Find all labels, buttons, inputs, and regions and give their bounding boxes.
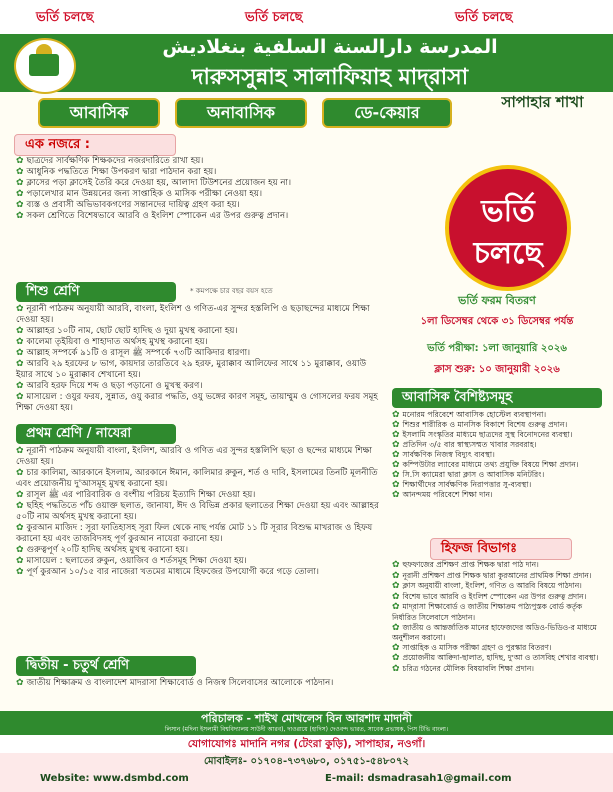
email-link[interactable]: E-mail: dsmadrasah1@gmail.com — [325, 773, 512, 784]
bullet-icon: ✿ — [392, 480, 400, 490]
form-label: ভর্তি ফরম বিতরণ — [458, 294, 536, 307]
bullet-icon: ✿ — [16, 567, 24, 577]
badge-line1: ভর্তি — [481, 194, 535, 229]
bullet-icon: ✿ — [16, 167, 24, 177]
list-item: ✿ বিশেষ ভাবে আরবি ও ইংলিশ স্পোকেন এর উপর গুরুত্ব প্রদান। — [392, 591, 587, 602]
program-non-residential: অনাবাসিক — [175, 98, 307, 128]
bullet-icon: ✿ — [392, 653, 400, 664]
section-title-residential: আবাসিক বৈশিষ্ট্যসমূহ — [392, 388, 602, 408]
list-item: ✿ ছাত্রদের সার্বক্ষণিক শিক্ষকদের নজরদারিতে রাখা হয়। — [16, 156, 204, 166]
bullet-icon: ✿ — [392, 581, 400, 592]
list-item: ✿ মাসায়েল : ছলাতের রুকুন, ওয়াজিব ও শর্তসমূহ শিক্ষা দেওয়া হয়। — [16, 556, 247, 566]
admission-ongoing-text: ভর্তি চলছে — [245, 10, 303, 25]
bullet-icon: ✿ — [392, 430, 400, 440]
bullet-icon: ✿ — [16, 156, 24, 166]
list-item: ✿ নূরানী প্রশিক্ষণ প্রাপ্ত শিক্ষক দ্বারা কুরআনের প্রাথমিক শিক্ষা প্রদান। — [392, 570, 592, 581]
bangla-title: দারুসসুন্নাহ সালাফিয়াহ মাদ্‌রাসা — [191, 65, 469, 90]
list-item: ✿ শিশুর শারীরিক ও মানসিক বিকাশে বিশেষ গুরুত্ব প্রদান। — [392, 420, 568, 430]
program-day-care: ডে-কেয়ার — [322, 98, 452, 128]
list-item: ✿ ব্যস্ত ও প্রবাসী অভিভাবকগণের সন্তানদের দায়িত্ব গ্রহণ করা হয়। — [16, 200, 240, 210]
list-item: ✿ চার কালিমা, আরকানে ইসলাম, আরকানে ঈমান, কালিমার রুকুন, শর্ত ও দাবি, ইসলামের তিনটি মূলনীতি এবং প্রয়োজনীয় দু'আসমূহ মুখস্থ করানো হয়। — [16, 468, 378, 489]
list-item: ✿ সি.সি ক্যামেরা দ্বারা ক্লাস ও আবাসিক মনিটরিং। — [392, 470, 545, 480]
contact-address — [0, 735, 613, 753]
list-item: ✿ কম্পিউটার ল্যাবের মাধ্যমে তথ্য প্রযুক্তি বিষয়ে শিক্ষা প্রদান। — [392, 460, 579, 470]
admission-info — [392, 292, 602, 384]
program-residential: আবাসিক — [38, 98, 160, 128]
list-item: ✿ পূর্ণ কুরআন ১০/১৫ বার নাজেরা খতমের মাধ্যমে হিফজের উপযোগী করে গড়ে তোলা। — [16, 567, 320, 577]
list-item: ✿ সকল শ্রেণিতে বিশেষভাবে আরবি ও ইংলিশ স্পোকেন এর উপর গুরুত্ব প্রদান। — [16, 211, 289, 221]
list-item: ✿ মনোরম পরিবেশে আবাসিক হোস্টেল ব্যবস্থাপনা। — [392, 410, 547, 420]
list-item: ✿ প্রয়োজনীয় আক্বিদা-ছালাত, হাদিছ, দু'আ ও তাসবিহ শেখার ব্যবস্থা। — [392, 653, 599, 664]
badge-line2: চলছে — [473, 236, 543, 271]
madrasa-logo — [14, 38, 76, 94]
list-item: ✿ হুফফাজের প্রশিক্ষণ প্রাপ্ত শিক্ষক দ্বারা পাঠ দান। — [392, 560, 539, 570]
list-item: ✿ আনন্দময় পরিবেশে শিক্ষা দান। — [392, 490, 493, 500]
director-name: পরিচালক - শাইখ মোখলেস বিন আরশাদ মাদানী — [201, 712, 412, 725]
bullet-icon: ✿ — [16, 446, 24, 456]
list-item: ✿ ক্লাসের পড়া ক্লাসেই তৈরি করে দেওয়া হয়, আলাদা টিউশনের প্রয়োজন হয় না। — [16, 178, 292, 188]
book-icon — [29, 54, 59, 76]
list-item: ✿ কালেমা তৃইয়িবা ও শাহাদাত অর্থসহ মুখস্থ করানো হয়। — [16, 337, 208, 347]
bullet-icon: ✿ — [392, 591, 400, 602]
bullet-icon: ✿ — [16, 381, 24, 391]
list-item: ✿ পড়ালেখার মান উন্নয়নের জন্য সাপ্তাহিক ও মাসিক পরীক্ষা নেওয়া হয়। — [16, 189, 263, 199]
bullet-icon: ✿ — [16, 678, 24, 688]
form-dates: ১লা ডিসেম্বর থেকে ৩১ ডিসেম্বর পর্যন্ত — [420, 316, 574, 327]
bullet-icon: ✿ — [392, 642, 400, 653]
list-item: ✿ সার্বক্ষণিক নিজস্ব বিদ্যুৎ ব্যবস্থা। — [392, 450, 495, 460]
bullet-icon: ✿ — [392, 420, 400, 430]
list-item: ✿ জাতীয় শিক্ষাক্রম ও বাংলাদেশ মাদরাসা শিক্ষাবোর্ড ও নিজস্ব সিলেবাসের আলোকে পাঠদান। — [16, 678, 334, 688]
list-item: ✿ গুরুত্বপূর্ণ ২০টি হাদিছ অর্থসহ মুখস্থ করানো হয়। — [16, 545, 189, 555]
bullet-icon: ✿ — [392, 570, 400, 581]
bullet-icon: ✿ — [16, 178, 24, 188]
section-title-shishu: শিশু শ্রেণি — [16, 282, 176, 302]
bullet-icon: ✿ — [392, 560, 400, 570]
section-title-glance: এক নজরে : — [14, 134, 176, 156]
list-item: ✿ আল্লাহ সম্পর্কে ৯১টি ও রাসূল ﷺ সম্পর্কে ৭৩টি আকিদার ধারণা। — [16, 348, 251, 358]
residential-list — [392, 410, 607, 500]
list-item: ✿ রাসূল ﷺ এর পারিবারিক ও বংশীয় পরিচয় ইত্যাদি শিক্ষা দেওয়া হয়। — [16, 490, 256, 500]
arabic-title: المدرسة دارالسنة السلفية بنغلاديش — [162, 36, 498, 58]
list-item: ✿ আল্লাহর ১০টি নাম, ছোট ছোট হাদিছ ও দুয়া মুখস্থ করানো হয়। — [16, 326, 238, 336]
list-item: ✿ নূরানী পাঠক্রম অনুযায়ী আরবি, বাংলা, ইংলিশ ও গণিত-এর সুন্দর হস্তলিপি ও ছড়াছন্দের মাধ্যমে শিক্ষা দেওয়া হয়। — [16, 304, 370, 325]
list-item: ✿ আরবি হরফ দিয়ে শব্দ ও ছড়া পড়ানো ও মুখস্থ করণ। — [16, 381, 203, 391]
bullet-icon: ✿ — [392, 663, 400, 674]
admission-ongoing-text: ভর্তি চলছে — [36, 10, 94, 25]
bullet-icon: ✿ — [16, 556, 24, 566]
glance-list — [16, 156, 376, 222]
list-item: ✿ মাদ্‌রাসা শিক্ষাবোর্ড ও জাতীয় শিক্ষাক্রম পাঠ্যপুস্তক বোর্ড কর্তৃক নির্ধারিত সিলেবাসে পাঠদান। — [392, 602, 583, 622]
list-item: ✿ চরিত্র গঠনের মৌলিক বিষয়াবলি শিক্ষা প্রদান। — [392, 663, 534, 674]
bullet-icon: ✿ — [392, 410, 400, 420]
admission-badge — [445, 165, 571, 291]
website-link[interactable]: Website: www.dsmbd.com — [40, 773, 189, 784]
list-item: ✿ শিক্ষার্থীদের সার্বক্ষণিক নিরাপত্তার সু-ব্যবস্থা। — [392, 480, 532, 490]
bullet-icon: ✿ — [16, 468, 24, 478]
list-item: ✿ আরবি ২৯ হরফের ৮ ভাগ, কায়দার তারতিবে ২৯ হরফ, মুরাক্কাব আলিফের সাথে ১১ মুরাক্কাব, ওয়াউ ইয়ার সাথে ১০ মুরাক্কাব শেখানো হয়। — [16, 359, 367, 380]
bullet-icon: ✿ — [392, 460, 400, 470]
bullet-icon: ✿ — [392, 450, 400, 460]
bullet-icon: ✿ — [16, 189, 24, 199]
bullet-icon: ✿ — [16, 348, 24, 358]
bullet-icon: ✿ — [16, 490, 24, 500]
section-title-prothom: প্রথম শ্রেণি / নাযেরা — [16, 424, 176, 444]
bullet-icon: ✿ — [16, 392, 24, 402]
bullet-icon: ✿ — [392, 602, 400, 613]
mobile-text: মোবাইলঃ- ০১৭০৪-৭৩৭৬৮০, ০১৭৫১-৫৪৮০৭২ — [203, 756, 410, 767]
director-band — [0, 711, 613, 735]
shishu-list — [16, 304, 381, 414]
top-banner — [0, 0, 613, 34]
branch-label: সাপাহার শাখা — [501, 93, 584, 111]
list-item: ✿ আধুনিক পদ্ধতিতে শিক্ষা উপকরণ দ্বারা পাঠদান করা হয়। — [16, 167, 217, 177]
list-item: ✿ জাতীয় ও আন্তর্জাতিক মানের হাফেজদের অডিও-ভিডিও-র মাধ্যমে অনুশীলন করানো। — [392, 622, 597, 643]
section-title-ditiyo: দ্বিতীয় - চতুর্থ শ্রেণি — [16, 656, 196, 676]
list-item: ✿ ইসলামি সংস্কৃতির মাধ্যমে ছাত্রদের সুস্থ বিনোদনের ব্যবস্থা। — [392, 430, 573, 440]
ditiyo-list — [16, 678, 381, 689]
bullet-icon: ✿ — [16, 337, 24, 347]
bullet-icon: ✿ — [16, 501, 24, 511]
hifz-list — [392, 560, 607, 675]
list-item: ✿ কুরআন মাজিদ : সূরা ফাতিহাসহ সূরা ফিল থেকে নাছ পর্যন্ত মোট ১১ টি সূরার বিশুদ্ধ মাখরাজ ও হিফয করানো হয় এবং তাজবিদসহ পূর্ণ কুরআন নাযেরা করানো হয়। — [16, 523, 373, 544]
exam-date: ভর্তি পরীক্ষা: ১লা জানুয়ারি ২০২৬ — [427, 343, 567, 354]
bullet-icon: ✿ — [16, 523, 24, 533]
bullet-icon: ✿ — [392, 622, 400, 633]
bullet-icon: ✿ — [16, 359, 24, 369]
director-credentials: লিসান (মদিনা ইসলামী বিশ্ববিদ্যালয় সাউদী আরব), দাওরায়ে (হাদিস) দেওবন্দ ভারত, সাবেক প্রভাষক, পিস টিভি বাংলা। — [164, 726, 449, 733]
section-title-hifz: হিফজ বিভাগঃ — [430, 538, 572, 560]
address-text: যোগাযোগঃ মাদানি নগর (টেংরা কুড়ি), সাপাহার, নওগাঁ। — [187, 738, 426, 750]
list-item: ✿ সাপ্তাহিক ও মাসিক পরীক্ষা গ্রহণ ও পুরস্কার বিতরণ। — [392, 642, 552, 653]
bullet-icon: ✿ — [16, 304, 24, 314]
class-start-date: ক্লাস শুরু: ১০ জানুয়ারী ২০২৬ — [434, 364, 560, 375]
contact-details — [0, 753, 613, 792]
bullet-icon: ✿ — [16, 326, 24, 336]
list-item: ✿ নূরানী পাঠক্রম অনুযায়ী বাংলা, ইংলিশ, আরবি ও গণিত এর সুন্দর হস্তলিপি ছড়া ও ছন্দের মাধ্যমে শিক্ষা দেওয়া হয়। — [16, 446, 373, 467]
bullet-icon: ✿ — [392, 470, 400, 480]
bullet-icon: ✿ — [16, 545, 24, 555]
list-item: ✿ মাসায়েল : ওযুর ফরয, সুন্নাত, ওযু করার পদ্ধতি, ওযু ভঙ্গের কারণ সমূহ, তায়াম্মুম ও গোসলের ফরয সমূহ শিক্ষা দেওয়া হয়। — [16, 392, 378, 413]
bullet-icon: ✿ — [392, 490, 400, 500]
age-note: * কমপক্ষে চার বছর বয়স হতে — [190, 287, 273, 295]
admission-ongoing-text: ভর্তি চলছে — [455, 10, 513, 25]
bullet-icon: ✿ — [16, 211, 24, 221]
list-item: ✿ প্রতিদিন ৩/৫ বার স্বাস্থ্যসম্মত খাবার সরবরাহ। — [392, 440, 537, 450]
bullet-icon: ✿ — [16, 200, 24, 210]
list-item: ✿ ছহিহ পদ্ধতিতে পাঁচ ওয়াক্ত ছলাত, জানাযা, ঈদ ও বিভিন্ন প্রকার ছলাতের শিক্ষা দেওয়া হয় এবং আল্লাহর ৫০টি নাম অর্থসহ মুখস্থ করানো হয়। — [16, 501, 379, 522]
prothom-list — [16, 446, 381, 578]
list-item: ✿ ক্লাস অনুযায়ী বাংলা, ইংলিশ, গণিত ও আরবি বিষয়ে পাঠদান। — [392, 581, 582, 592]
bullet-icon: ✿ — [392, 440, 400, 450]
